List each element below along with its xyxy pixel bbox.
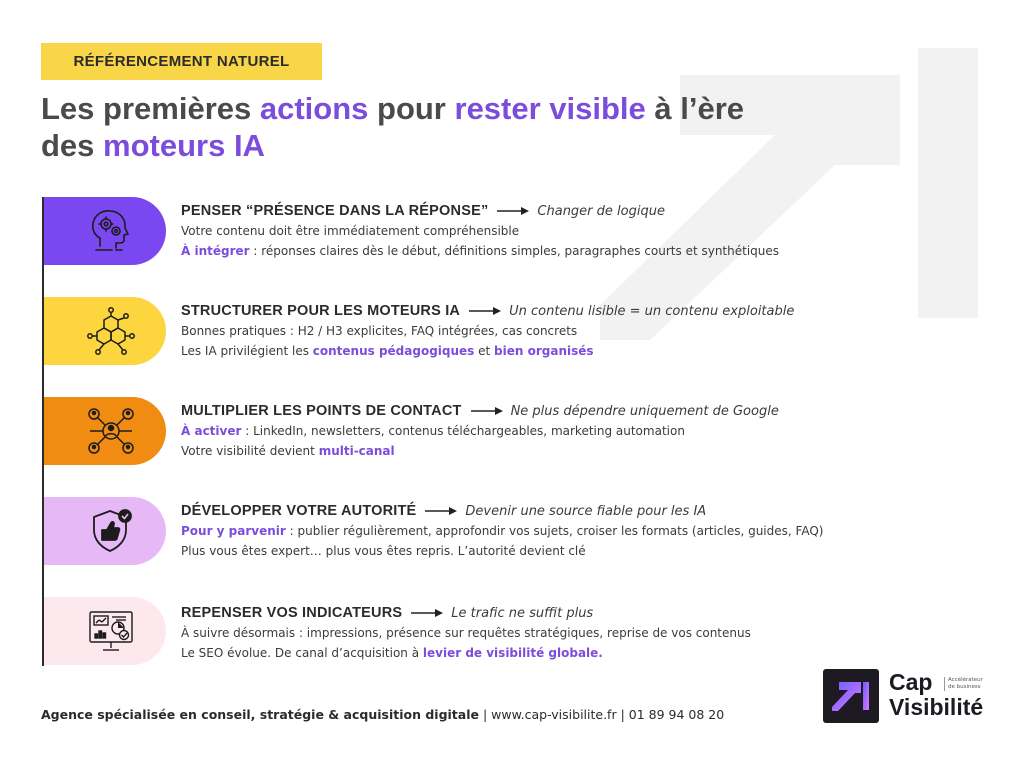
item-line: À suivre désormais : impressions, présence sur requêtes stratégiques, reprise de vos contenus	[181, 626, 751, 640]
footer	[41, 707, 724, 722]
pill-4	[44, 497, 166, 565]
logo-icon	[823, 669, 879, 723]
item-line: Le SEO évolue. De canal d’acquisition à levier de visibilité globale.	[181, 645, 603, 660]
contact-network-icon	[86, 406, 136, 456]
pill-2	[44, 297, 166, 365]
item-subtitle: Devenir une source fiable pour les IA	[465, 503, 707, 519]
arrow-right-icon	[425, 506, 457, 516]
item-line: À intégrer : réponses claires dès le début, définitions simples, paragraphes courts et synthétiques	[181, 243, 780, 258]
item-line: Les IA privilégient les contenus pédagogiques et bien organisés	[181, 343, 594, 358]
arrow-right-icon	[469, 306, 501, 316]
item-5	[181, 602, 961, 663]
item-3	[181, 400, 961, 461]
item-title: STRUCTURER POUR LES MOTEURS IA	[181, 303, 461, 319]
item-1	[181, 200, 961, 261]
arrow-right-icon	[497, 206, 529, 216]
item-line: Votre visibilité devient multi-canal	[181, 443, 395, 458]
item-subtitle: Ne plus dépendre uniquement de Google	[510, 403, 779, 419]
item-4	[181, 500, 961, 561]
item-subtitle: Le trafic ne suffit plus	[451, 605, 594, 621]
item-line: Bonnes pratiques : H2 / H3 explicites, FAQ intégrées, cas concrets	[181, 324, 578, 338]
item-line: Plus vous êtes expert… plus vous êtes repris. L’autorité devient clé	[181, 543, 586, 558]
item-2	[181, 300, 961, 361]
pill-1	[44, 197, 166, 265]
analytics-monitor-icon	[86, 606, 136, 656]
item-line: Pour y parvenir : publier régulièrement, approfondir vos sujets, croiser les formats (articles, guides, FAQ)	[181, 524, 824, 538]
item-title: PENSER “PRÉSENCE DANS LA RÉPONSE”	[181, 203, 489, 219]
pill-3	[44, 397, 166, 465]
item-title: REPENSER VOS INDICATEURS	[181, 605, 403, 621]
network-nodes-icon	[86, 306, 136, 356]
item-subtitle: Changer de logique	[537, 203, 665, 219]
page-title: Les premières actions pour rester visible à l’ère des moteurs IA	[41, 91, 745, 163]
ai-head-gears-icon	[86, 206, 136, 256]
footer-contact: | www.cap-visibilite.fr | 01 89 94 08 20	[478, 707, 725, 722]
item-line: À activer : LinkedIn, newsletters, contenus téléchargeables, marketing automation	[181, 424, 685, 438]
arrow-right-icon	[411, 608, 443, 618]
arrow-right-icon	[471, 406, 503, 416]
logo-tagline: Accélérateur de business	[944, 677, 988, 691]
item-title: MULTIPLIER LES POINTS DE CONTACT	[181, 403, 462, 419]
item-subtitle: Un contenu lisible = un contenu exploitable	[509, 303, 795, 319]
category-tag: RÉFÉRENCEMENT NATUREL	[41, 43, 322, 80]
footer-agency: Agence spécialisée en conseil, stratégie & acquisition digitale	[41, 707, 479, 722]
shield-thumbs-up-icon	[86, 506, 136, 556]
item-line: Votre contenu doit être immédiatement compréhensible	[181, 224, 520, 238]
pill-5	[44, 597, 166, 665]
item-title: DÉVELOPPER VOTRE AUTORITÉ	[181, 503, 417, 519]
logo-wordmark: Cap Visibilité	[889, 669, 984, 720]
